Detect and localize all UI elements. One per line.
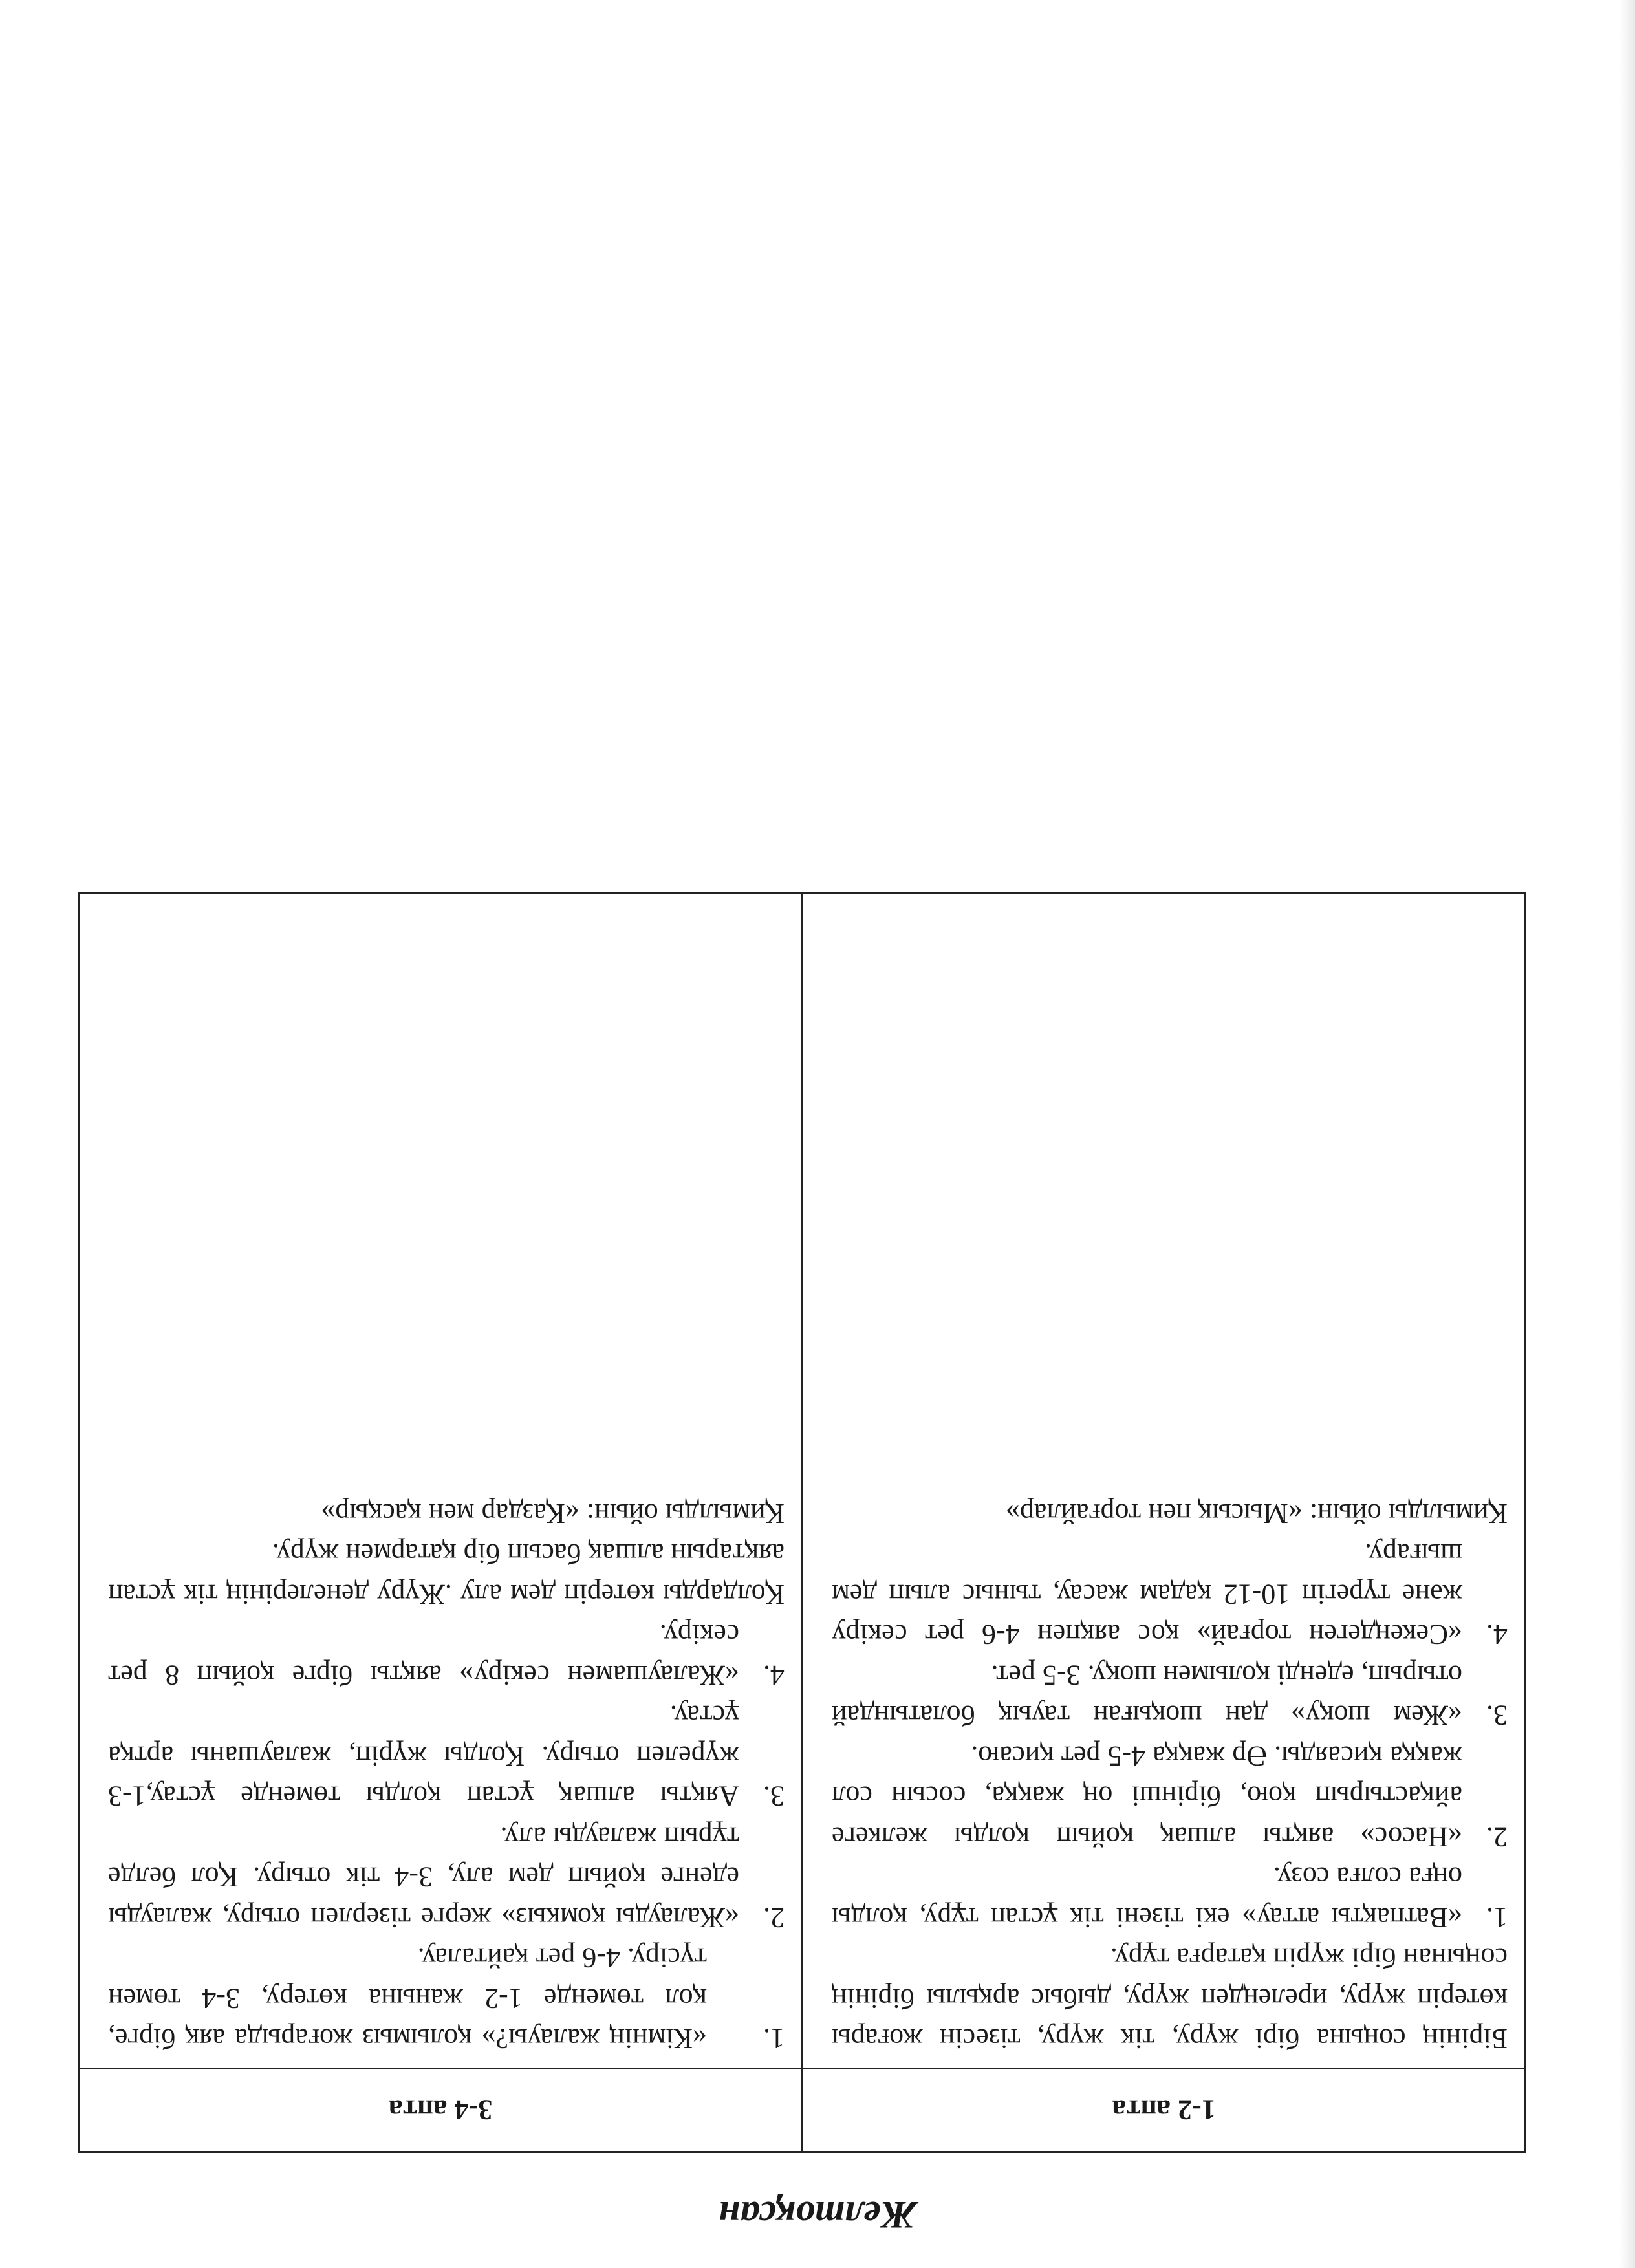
list-item bbox=[108, 1695, 785, 1816]
list-item bbox=[108, 1938, 785, 2058]
item-text: «Жем шоқу» дан шоқыған тауық болатындай отырып, еденді қолымен шоқу. 3-5 рет. bbox=[832, 1659, 1462, 1732]
item-number: 4. bbox=[763, 1659, 785, 1691]
item-text: «Ватпақты аттау» екі тізені тік ұстап тұру, қолды оңға солға созу. bbox=[832, 1861, 1462, 1934]
schedule-table bbox=[78, 892, 1526, 2153]
item-number: 1. bbox=[1486, 1901, 1508, 1934]
item-number: 4. bbox=[1486, 1619, 1508, 1651]
list-item bbox=[832, 1735, 1508, 1856]
item-number: 3. bbox=[1486, 1700, 1508, 1732]
closing-text: Қолдарды көтеріп дем алу .Жүру денелерінің тік ұстап аяқтарын алшақ басып бір қатармен жүру. bbox=[108, 1538, 785, 1610]
intro-text: Бірінің соңына бірі жүру, тік жүру, тізесін жоғары көтеріп жүру, ирелеңдеп жүру, дыбыс арқылы бірінің соңынан бірі жүріп қатарға тұру. bbox=[832, 1942, 1508, 2055]
item-number: 1. bbox=[763, 2023, 785, 2055]
item-number: 2. bbox=[763, 1901, 785, 1934]
list-item bbox=[832, 1533, 1508, 1654]
list-item bbox=[108, 1614, 785, 1695]
header-week-1-2: 1-2 апта bbox=[801, 2069, 1524, 2151]
item-text: «Жалауды қомкыз» жерге тізерлеп отыру, жалауды еденге қойып дем алу, 3-4 тік отыру. Қол белде тұрып жалауды алу. bbox=[108, 1820, 739, 1934]
item-text: Аяқты алшақ ұстап қолды төменде ұстау,1-3 жүрелеп отыру. Қолды жүріп, жалаушаны артқа ұстау. bbox=[108, 1700, 739, 1813]
item-text: «Кімнің жалауы?» қолымыз жоғарыда аяқ бірге, қол төменде 1-2 жанына көтеру, 3-4 төмен түсіру. 4-6 рет қайталау. bbox=[108, 1942, 707, 2055]
list-item bbox=[108, 1816, 785, 1937]
cell-week-3-4 bbox=[80, 894, 801, 2068]
item-number: 2. bbox=[1486, 1820, 1508, 1853]
item-text: «Жалаушамен секіру» аяқты бірге қойып 8 рет секіру. bbox=[108, 1619, 739, 1691]
header-week-3-4: 3-4 апта bbox=[388, 2094, 493, 2126]
page-title: Желтоқсан bbox=[719, 2194, 916, 2236]
game-text: Қимылды ойын: «Қаздар мен қасқыр» bbox=[321, 1497, 785, 1529]
game-text: Қимылды ойын: «Мысық пен торғайлар» bbox=[1005, 1497, 1508, 1529]
table-header-row bbox=[80, 2068, 1524, 2151]
item-text: «Насос» аяқты алшақ қойып қолды желкеге айқастырып қою, біріншi оң жаққа, сосын сол жаққа қисаяды. Әр жаққа 4-5 рет қисаю. bbox=[832, 1740, 1462, 1853]
item-number: 3. bbox=[763, 1780, 785, 1813]
cell-week-1-2 bbox=[801, 894, 1524, 2068]
item-text: «Секеңдеген торғай» қос аяқпен 4-6 рет секіру және түрегіп 10-12 қадам жасау, тыныс алып дем шығару. bbox=[832, 1538, 1462, 1651]
table-body-row bbox=[80, 894, 1524, 2068]
list-item bbox=[832, 1857, 1508, 1938]
list-item bbox=[832, 1654, 1508, 1735]
